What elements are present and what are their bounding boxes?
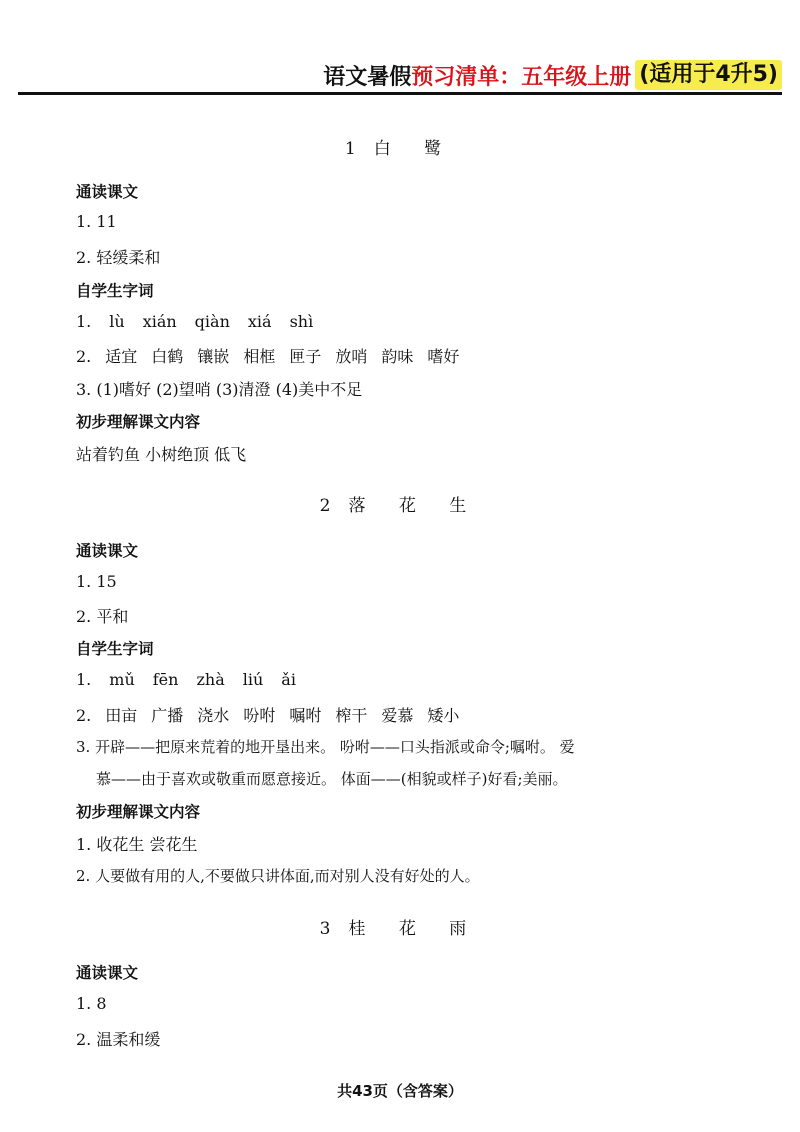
word-item: 吩咐: [243, 706, 276, 725]
answer-line: 3. 开辟——把原来荒着的地开垦出来。 吩咐——口头指派或命令;嘱咐。 爱: [76, 738, 575, 756]
word-item: 白鹤: [151, 347, 184, 366]
header-badge: (适用于4升5): [635, 60, 782, 90]
answer-line: 1. 收花生 尝花生: [76, 835, 198, 854]
answer-line: 1. 11: [76, 212, 117, 231]
answer-line-continued: 慕——由于喜欢或敬重而愿意接近。 体面——(相貌或样子)好看;美丽。: [96, 770, 568, 788]
word-item: 广播: [151, 706, 184, 725]
pinyin-line: [76, 312, 331, 331]
word-item: 镶嵌: [197, 347, 230, 366]
lesson-name: 桂 花 雨: [348, 919, 481, 939]
word-line: [76, 703, 473, 726]
pinyin-item: zhà: [196, 670, 225, 689]
section-heading: 自学生字词: [76, 640, 154, 658]
section-heading: 初步理解课文内容: [76, 803, 201, 821]
pinyin-item: xiá: [247, 312, 272, 331]
line-prefix: 1.: [76, 312, 92, 331]
pinyin-item: qiàn: [194, 312, 230, 331]
line-prefix: 1.: [76, 670, 92, 689]
lesson-2-title: [0, 491, 800, 516]
answer-line: 2. 轻缓柔和: [76, 248, 161, 267]
lesson-name: 白 鹭: [373, 139, 456, 159]
answer-line: 2. 平和: [76, 607, 129, 626]
section-heading: 通读课文: [76, 964, 139, 982]
section-heading: 通读课文: [76, 542, 139, 560]
word-item: 韵味: [381, 347, 414, 366]
header-title-red: 预习清单：五年级上册: [411, 64, 632, 90]
pinyin-item: lù: [109, 312, 125, 331]
lesson-3-title: [0, 914, 800, 939]
answer-line: 1. 8: [76, 994, 107, 1013]
word-item: 爱慕: [381, 706, 414, 725]
answer-line: 2. 人要做有用的人,不要做只讲体面,而对别人没有好处的人。: [76, 867, 480, 885]
lesson-number: 3: [319, 919, 331, 939]
word-item: 适宜: [105, 347, 138, 366]
pinyin-item: fēn: [152, 670, 179, 689]
word-item: 放哨: [335, 347, 368, 366]
pinyin-item: liú: [242, 670, 264, 689]
word-item: 嗜好: [427, 347, 460, 366]
pinyin-item: xián: [142, 312, 177, 331]
word-item: 矮小: [427, 706, 460, 725]
line-prefix: 2.: [76, 706, 92, 725]
word-item: 田亩: [105, 706, 138, 725]
header-title-black: 语文暑假: [323, 64, 412, 90]
page-footer: 共43页（含答案）: [337, 1082, 463, 1100]
lesson-number: 2: [319, 496, 331, 516]
answer-line: 1. 15: [76, 572, 117, 591]
pinyin-item: shì: [289, 312, 314, 331]
word-item: 嘱咐: [289, 706, 322, 725]
document-header: [323, 58, 782, 92]
lesson-1-title: [0, 134, 800, 159]
section-heading: 自学生字词: [76, 282, 154, 300]
lesson-number: 1: [344, 139, 356, 159]
lesson-name: 落 花 生: [348, 496, 481, 516]
pinyin-item: mǔ: [109, 670, 135, 689]
section-heading: 初步理解课文内容: [76, 413, 201, 431]
word-item: 榨干: [335, 706, 368, 725]
section-heading: 通读课文: [76, 183, 139, 201]
word-line: [76, 344, 473, 367]
word-item: 浇水: [197, 706, 230, 725]
pinyin-line: [76, 670, 314, 689]
word-item: 相框: [243, 347, 276, 366]
answer-line: 3. (1)嗜好 (2)望哨 (3)清澄 (4)美中不足: [76, 380, 363, 399]
header-rule: [18, 92, 782, 95]
answer-line: 2. 温柔和缓: [76, 1030, 161, 1049]
line-prefix: 2.: [76, 347, 92, 366]
word-item: 匣子: [289, 347, 322, 366]
answer-line: 站着钓鱼 小树绝顶 低飞: [76, 445, 247, 464]
pinyin-item: ǎi: [281, 670, 296, 689]
